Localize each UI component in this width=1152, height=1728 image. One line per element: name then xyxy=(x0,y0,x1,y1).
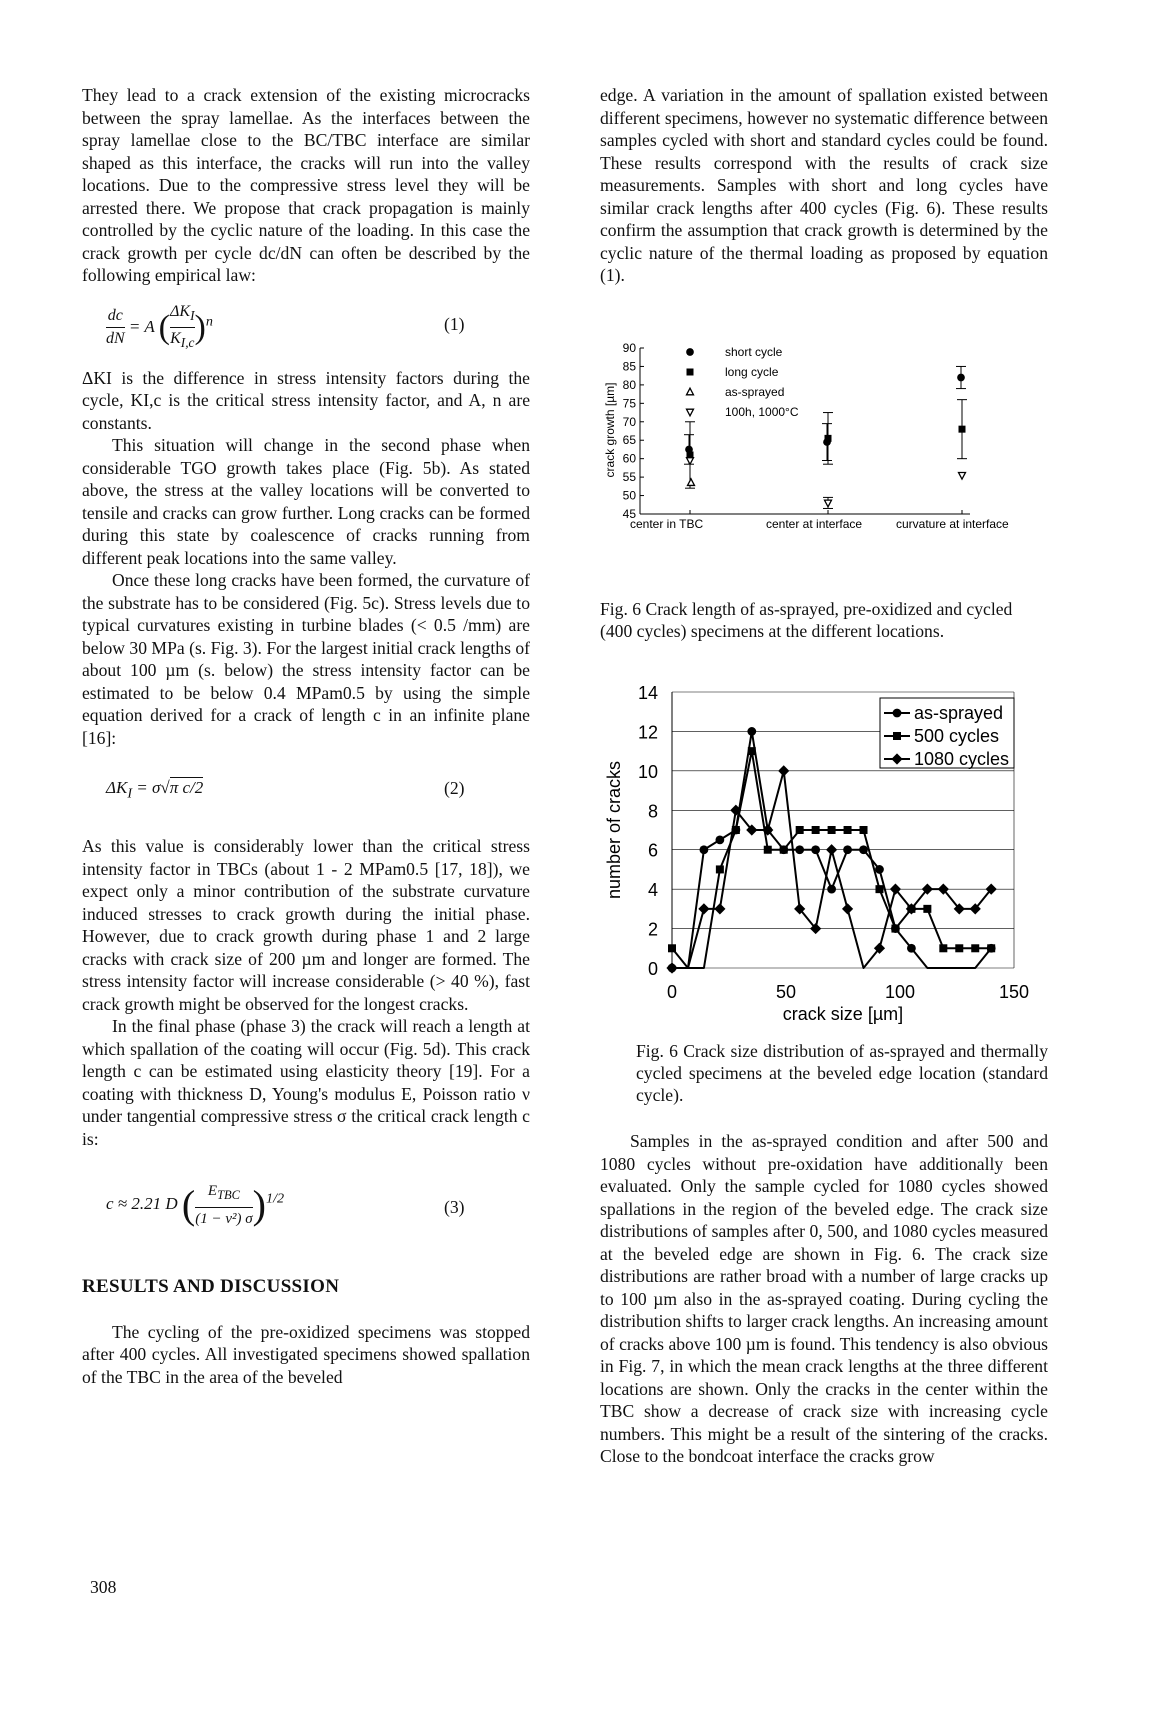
legend-marker xyxy=(893,709,902,718)
data-point xyxy=(700,845,709,854)
data-point xyxy=(688,479,695,486)
y-tick-label: 6 xyxy=(647,840,658,861)
data-point xyxy=(825,500,832,507)
data-point xyxy=(959,472,966,479)
equation-number: (3) xyxy=(444,1197,465,1217)
data-point xyxy=(875,885,883,893)
data-point xyxy=(959,426,966,433)
y-tick-label: 60 xyxy=(622,451,636,466)
right-column-bottom xyxy=(600,1130,1048,1468)
data-point xyxy=(875,865,884,874)
y-tick-label: 65 xyxy=(622,433,636,448)
x-tick-label: 100 xyxy=(884,982,916,1002)
paragraph: As this value is considerably lower than the critical stress intensity factor in TBCs (about 1 - 2 MPam0.5 [17, 18]), we expect only a minor contribution of the substrate curvature induced stresses to crack growth during the initial phase. However, due to crack growth during phase 1 and 2 large cracks with crack size of 200 µm and longer are formed. The stress intensity factor will increase considerable (> 40 %), fast crack growth might be observed for the longest cracks. xyxy=(82,836,530,1014)
equation-2: $\Delta K_I = \sigma√\pi$ c/2 (2) xyxy=(106,778,465,802)
data-point xyxy=(764,846,772,854)
x-tick-label: center at interface xyxy=(766,517,863,531)
legend-label: as-sprayed xyxy=(725,385,785,399)
data-point xyxy=(668,944,676,952)
x-tick-label: 150 xyxy=(998,982,1030,1002)
data-point xyxy=(795,845,804,854)
page-number: 308 xyxy=(90,1577,117,1597)
y-tick-label: 50 xyxy=(622,488,636,503)
legend-label: short cycle xyxy=(725,345,783,359)
x-axis-label: crack size [µm] xyxy=(782,1004,904,1024)
y-tick-label: 55 xyxy=(622,470,636,485)
legend-marker xyxy=(687,369,694,376)
data-point xyxy=(971,944,979,952)
data-point xyxy=(748,747,756,755)
crack-size-distribution-chart xyxy=(600,680,1060,1030)
data-point xyxy=(957,374,965,382)
data-point xyxy=(825,435,832,442)
paragraph: This situation will change in the second phase when considerable TGO growth takes place (Fig. 5b). As stated above, the stress at the valley locations will be converted to tensile and cracks can grow further. Long cracks can be formed during this state by coalescence of cracks running from different peak locations into the same valley. xyxy=(82,435,530,568)
y-tick-label: 2 xyxy=(647,919,658,940)
section-heading: RESULTS AND DISCUSSION xyxy=(82,1276,340,1297)
data-point xyxy=(891,925,899,933)
data-point xyxy=(987,944,995,952)
paragraph: The cycling of the pre-oxidized specimens was stopped after 400 cycles. All investigated specimens showed spallation of the TBC in the area of the beveled xyxy=(82,1321,530,1387)
data-point xyxy=(827,885,836,894)
x-tick-label: 50 xyxy=(775,982,797,1002)
paragraph: ΔKI is the difference in stress intensity factors during the cycle, KI,c is the critical stress intensity factor, and A, n are constants. xyxy=(82,367,530,433)
y-tick-label: 45 xyxy=(622,507,636,521)
data-point xyxy=(826,844,837,855)
crack-growth-chart xyxy=(600,338,1060,590)
data-point xyxy=(828,826,836,834)
legend-marker xyxy=(893,732,901,740)
y-tick-label: 8 xyxy=(647,801,658,822)
legend-marker xyxy=(687,409,694,416)
left-column xyxy=(82,84,530,1388)
data-point xyxy=(859,845,868,854)
data-point xyxy=(715,835,724,844)
figure-caption: Fig. 6 Crack size distribution of as-sprayed and thermally cycled specimens at the beveled edge location (standard cycle). xyxy=(636,1041,1048,1105)
paragraph: Samples in the as-sprayed condition and after 500 and 1080 cycles without pre-oxidation have additionally been evaluated. Only the sample cycled for 1080 cycles showed spallations in the region of the beveled edge. The crack size distributions of samples after 0, 500, and 1080 cycles measured at the beveled edge are shown in Fig. 6. The crack size distributions are rather broad with a number of large cracks up to 100 µm also in the as-sprayed coating. During cycling the distribution shifts to larger crack lengths. An increasing amount of cracks above 100 µm is found. This tendency is also obvious in Fig. 7, in which the mean crack lengths at the three different locations are shown. Only the cracks in the center within the TBC show a decrease of crack size with increasing cycle numbers. This might be a result of the sintering of the cracks. Close to the bondcoat interface the cracks grow xyxy=(600,1131,1048,1466)
data-point xyxy=(939,944,947,952)
data-point xyxy=(747,727,756,736)
x-tick-label: curvature at interface xyxy=(896,517,1009,531)
data-point xyxy=(811,845,820,854)
data-point xyxy=(907,944,916,953)
y-tick-label: 90 xyxy=(622,341,636,355)
legend-label: 1080 cycles xyxy=(914,749,1010,769)
equation-3: c ≈ 2.21 D ( $\frac{E_{TBC}}{\text{(1 − ν²) σ}}$ )$^{1/2}$ (3) xyxy=(82,1158,530,1258)
y-tick-label: 0 xyxy=(647,959,658,979)
y-tick-label: 14 xyxy=(637,683,658,703)
data-point xyxy=(716,865,724,873)
data-point xyxy=(780,846,788,854)
paragraph: In the final phase (phase 3) the crack will reach a length at which spallation of the coating will occur (Fig. 5d). This crack length c can be estimated using elasticity theory [19]. For a coating with thickness D, Young's modulus E, Poisson ratio ν under tangential compressive stress σ the critical crack length c is: xyxy=(82,1016,530,1149)
equation-number: (1) xyxy=(444,313,465,334)
y-tick-label: 12 xyxy=(637,722,658,743)
legend-label: 500 cycles xyxy=(914,726,1000,746)
y-tick-label: 75 xyxy=(622,396,636,411)
data-point xyxy=(666,962,677,973)
data-point xyxy=(860,826,868,834)
y-axis-label: crack growth [µm] xyxy=(603,382,617,478)
legend-label: 100h, 1000°C xyxy=(725,405,799,419)
x-tick-label: center in TBC xyxy=(630,517,704,531)
y-tick-label: 85 xyxy=(622,359,636,374)
data-point xyxy=(687,458,694,465)
equation-number: (2) xyxy=(444,778,465,798)
data-point xyxy=(698,903,709,914)
legend-label: as-sprayed xyxy=(914,703,1004,723)
legend-label: long cycle xyxy=(725,365,779,379)
data-point xyxy=(812,826,820,834)
y-tick-label: 10 xyxy=(637,761,658,782)
data-point xyxy=(955,944,963,952)
paragraph: They lead to a crack extension of the existing microcracks between the spray lamellae. As the interfaces between the spray lamellae close to the BC/TBC interface are similar shaped as this interface, the cracks will run into the valley locations. Due to the compressive stress level they will be arrested there. We propose that crack propagation is mainly controlled by the cyclic nature of the loading. In this case the crack growth per cycle dc/dN can often be described by the following empirical law: xyxy=(82,85,530,285)
paragraph: edge. A variation in the amount of spallation existed between different specimens, however no systematic difference between samples cycled with short and standard cycles could be found. These results correspond with the results of crack size measurements. Samples with short and long cycles have similar crack lengths after 400 cycles (Fig. 6). These results confirm the assumption that crack growth is determined by the cyclic nature of the thermal loading as proposed by equation (1). xyxy=(600,85,1048,285)
data-point xyxy=(842,903,853,914)
data-point xyxy=(778,765,789,776)
series-line xyxy=(672,751,991,968)
figure-caption: Fig. 6 Crack length of as-sprayed, pre-oxidized and cycled (400 cycles) specimens at the different locations. xyxy=(600,599,1013,641)
data-point xyxy=(923,905,931,913)
data-point xyxy=(844,826,852,834)
y-tick-label: 70 xyxy=(622,414,636,429)
data-point xyxy=(843,845,852,854)
y-tick-label: 80 xyxy=(622,377,636,392)
paragraph: Once these long cracks have been formed, the curvature of the substrate has to be considered (Fig. 5c). Stress levels due to typical curvatures existing in turbine blades (< 0.5 /mm) are below 30 MPa (s. Fig. 3). For the largest initial crack lengths of about 100 µm (s. below) the stress intensity factor can be estimated to be below 0.4 MPam0.5 by using the simple equation derived for a crack of length c in an infinite plane [16]: xyxy=(82,570,530,748)
right-column-top xyxy=(600,84,1048,287)
y-axis-label: number of cracks xyxy=(604,760,624,900)
equation-1: $\frac{dc}{dN}$ = A ( $\frac{\Delta K_I}{K_{I,c}}$ )$^n$ (1) xyxy=(82,295,530,359)
legend-marker xyxy=(686,348,694,356)
y-tick-label: 4 xyxy=(647,880,658,901)
data-point xyxy=(796,826,804,834)
legend-marker xyxy=(687,388,694,395)
x-tick-label: 0 xyxy=(666,982,678,1002)
data-point xyxy=(714,903,725,914)
